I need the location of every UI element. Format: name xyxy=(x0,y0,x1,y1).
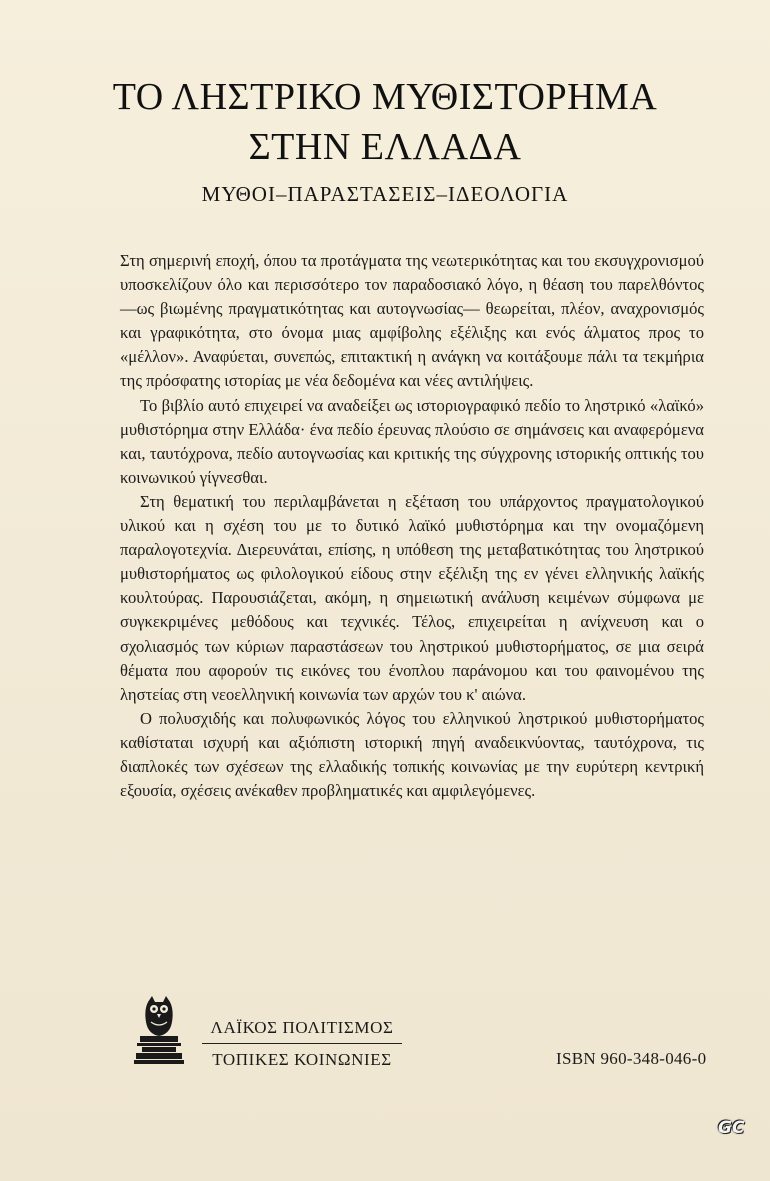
title-line-2: ΣΤΗΝ ΕΛΛΑΔΑ xyxy=(248,126,522,168)
blurb-paragraph-2: Το βιβλίο αυτό επιχειρεί να αναδείξει ως ιστοριογραφικό πεδίο το ληστρικό «λαϊκό» μυθιστόρημα στην Ελλάδα· ένα πεδίο έρευνας πλούσιο σε σημάνσεις και αναφερόμενα και, ταυτόχρονα, πεδίο αυτογνωσίας και κριτικής της σύγχρονης ιστορικής οπτικής του κοινωνικού γίγνεσθαι. xyxy=(120,395,704,487)
series-name-1: ΛΑΪΚΟΣ ΠΟΛΙΤΙΣΜΟΣ xyxy=(210,1018,394,1037)
book-title xyxy=(0,72,770,172)
blurb-paragraph-1: Στη σημερινή εποχή, όπου τα προτάγματα της νεωτερικότητας και του εκσυγχρονισμού υποσκελίζουν όλο και περισσότερο τον παραδοσιακό λόγο, η θέαση του παρελθόντος —ως βιωμένης πραγματικότητας και αυτογνωσίας— θεωρείται, πλέον, αναχρονισμός και γραφικότητα, στο όνομα μιας αμφίβολης εξέλιξης και ενός άλματος προς το «μέλλον». Αναφύεται, συνεπώς, επιτακτική η ανάγκη να κοιτάξουμε πάλι τα τεκμήρια της πρόσφατης ιστορίας με νέα δεδομένα και νέες αντιλήψεις. xyxy=(120,251,704,391)
blurb-paragraph-3: Στη θεματική του περιλαμβάνεται η εξέταση του υπάρχοντος πραγματολογικού υλικού και η σχέση του με το δυτικό λαϊκό μυθιστόρημα και την ονομαζόμενη παραλογοτεχνία. Διερευνάται, επίσης, η υπόθεση της μεταβατικότητας του ληστρικού μυθιστορήματος ως φιλολογικού είδους στην εξέλιξη της εν γένει ελληνικής λαϊκής κουλτούρας. Παρουσιάζεται, ακόμη, η σημειωτική ανάλυση κειμένων σύμφωνα με συγκεκριμένες μεθόδους και τεχνικές. Τέλος, επιχειρείται η ανίχνευση και ο σχολιασμός των κύριων παραστάσεων του ληστρικού μυθιστορήματος, σε μια σειρά θέματα που αφορούν τις εικόνες του ένοπλου παράνομου και του φαινομένου της ληστείας στη νεοελληνική κοινωνία των αρχών του κ' αιώνα. xyxy=(120,491,704,704)
isbn-number: ISBN 960-348-046-0 xyxy=(556,1049,707,1068)
book-subtitle: ΜΥΘΟΙ–ΠΑΡΑΣΤΑΣΕΙΣ–ΙΔΕΟΛΟΓΙΑ xyxy=(201,182,569,206)
title-line-1: ΤΟ ΛΗΣΤΡΙΚΟ ΜΥΘΙΣΤΟΡΗΜΑ xyxy=(112,76,658,118)
owl-on-books-icon xyxy=(134,992,184,1064)
series-name-2: ΤΟΠΙΚΕΣ ΚΟΙΝΩΝΙΕΣ xyxy=(212,1050,392,1069)
publisher-series xyxy=(202,1016,402,1072)
corner-watermark: GC xyxy=(718,1118,745,1138)
blurb-text xyxy=(120,249,704,803)
series-divider xyxy=(202,1043,402,1044)
blurb-paragraph-4: Ο πολυσχιδής και πολυφωνικός λόγος του ελληνικού ληστρικού μυθιστορήματος καθίσταται ισχυρή και αξιόπιστη ιστορική πηγή αναδεικνύοντας, ταυτόχρονα, τις διαπλοκές των σχέσεων της ελλαδικής τοπικής κοινωνίας με την ευρύτερη κεντρική εξουσία, σχέσεις ανέκαθεν προβληματικές και αμφιλεγόμενες. xyxy=(120,708,704,801)
